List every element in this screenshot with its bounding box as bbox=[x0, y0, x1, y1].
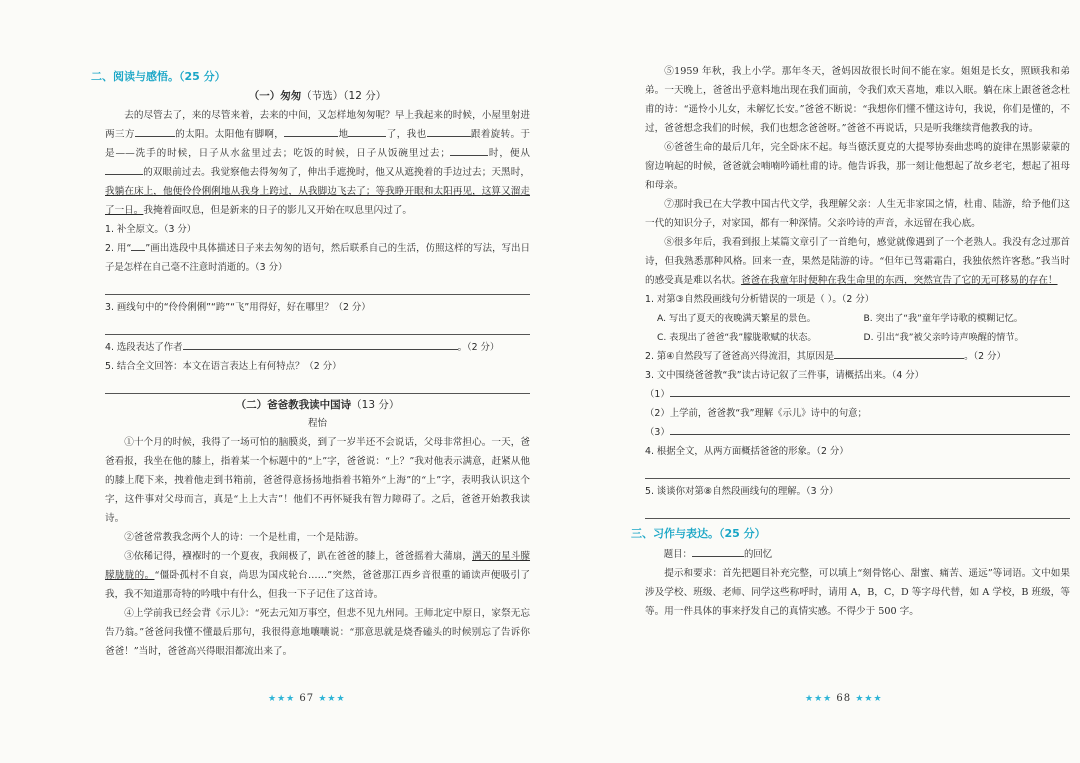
star-decoration-icon: ★★★ bbox=[805, 694, 833, 704]
underlined-sentence: 爸爸在我童年时便种在我生命里的东西，突然宣告了它的无可移易的存在！ bbox=[740, 275, 1058, 286]
question-2: 2. 第④自然段写了爸爸高兴得流泪，其原因是 。（2 分） bbox=[645, 347, 1070, 366]
section-3-heading: 三、习作与表达。（25 分） bbox=[631, 527, 766, 540]
answer-line-q5[interactable] bbox=[645, 501, 1070, 519]
question-5: 5. 谈谈你对第⑧自然段画线句的理解。（3 分） bbox=[645, 486, 839, 497]
topic-blank[interactable] bbox=[692, 545, 744, 557]
essay-topic: 题目： 的回忆 bbox=[645, 545, 1070, 564]
question-5: 5. 结合全文回答：本文在语言表达上有何特点？（2 分） bbox=[105, 361, 342, 372]
options-row-1 bbox=[645, 309, 1070, 328]
paragraph-2: ②爸爸常教我念两个人的诗：一个是杜甫，一个是陆游。 bbox=[124, 532, 365, 543]
section-2-heading: 二、阅读与感悟。（25 分） bbox=[91, 70, 226, 83]
options-row-2 bbox=[645, 328, 1070, 347]
fill-blank-7[interactable] bbox=[105, 163, 143, 175]
fill-blank-5[interactable] bbox=[449, 125, 471, 137]
paragraph-4: ④上学前我已经会背《示儿》：“死去元知万事空，但悲不见九州同。王师北定中原日，家祭无忘告乃翁。”爸爸问我懂不懂最后那句，我很得意地嚷嚷说：“那意思就是烧香磕头的时候别忘了告诉你爸爸！”当时，爸爸高兴得眼泪都流出来了。 bbox=[105, 608, 530, 657]
passage-2-title: （二）爸爸教我读中国诗（13 分） bbox=[235, 399, 400, 411]
paragraph-8: ⑧很多年后，我看到报上某篇文章引了一首绝句，感觉就像遇到了一个老熟人。我没有念过那首诗，但我熟悉那种风格。回来一查，果然是陆游的诗。“但年已驾霜霜白，我独依然许客愁。”我当时的感受真是难以名状。爸爸在我童年时便种在我生命里的东西，突然宣告了它的无可移易的存在！ bbox=[645, 237, 1070, 286]
fill-blank-6[interactable] bbox=[450, 144, 488, 156]
option-a[interactable]: A. 写出了夏天的夜晚满天繁星的景色。 bbox=[657, 313, 816, 324]
page-number-right: ★★★ 68 ★★★ bbox=[805, 693, 883, 704]
paragraph-1: ①十个月的时候，我得了一场可怕的脑膜炎，到了一岁半还不会说话，父母非常担心。一天，爸爸看报，我坐在他的膝上，指着某一个标题中的“上”字，爸爸说：“上？”我对他表示满意，赶紧从他的膝上爬下来，拽着他走到书箱前，爸爸得意扬扬地指着书箱外“上海”的“上”字，表明我认识这个字，这件事对父母而言，真是“上上大吉”！他们不再怀疑我有智力障碍了。之后，爸爸开始教我读诗。 bbox=[105, 437, 530, 524]
fill-blank-2[interactable] bbox=[284, 125, 338, 137]
fill-blank-4[interactable] bbox=[427, 125, 449, 137]
passage-1-title: （一）匆匆（节选）（12 分） bbox=[248, 90, 387, 102]
question-4: 4. 根据全文，从两方面概括爸爸的形象。（2 分） bbox=[645, 446, 849, 457]
star-decoration-icon: ★★★ bbox=[855, 694, 883, 704]
star-decoration-icon: ★★★ bbox=[268, 694, 296, 704]
essay-requirements: 提示和要求：首先把题目补充完整，可以填上“刻骨铭心、甜蜜、痛苦、遥远”等词语。文中如果涉及学校、班级、老师、同学这些称呼时，请用 A，B，C，D 等字母代替，如 A 学校，B 班级，等等。用一件具体的事来抒发自己的真情实感。不得少于 500 字。 bbox=[645, 568, 1070, 617]
star-decoration-icon: ★★★ bbox=[318, 694, 346, 704]
answer-blank-q2[interactable] bbox=[834, 347, 964, 359]
q3-item-2: （2）上学前，爸爸教“我”理解《示儿》诗中的句意； bbox=[645, 408, 867, 419]
page-number-left: ★★★ 67 ★★★ bbox=[268, 693, 346, 704]
answer-line-q4[interactable] bbox=[645, 461, 1070, 479]
paragraph-5: ⑤1959 年秋，我上小学。那年冬天，爸妈因故很长时间不能在家。姐姐是长女，照顾我和弟弟。一天晚上，爸爸出乎意料地出现在我们面前，令我们欢天喜地，难以入眠。躺在床上跟爸爸念杜甫的诗：“遥怜小儿女，未解忆长安。”爸爸不断说：“我想你们懂不懂这诗句，我说，你们是懂的，不过，爸爸想念我们的时候，我们也想念爸爸呀。”爸爸不再说话，只是听我继续背他教我的诗。 bbox=[645, 66, 1070, 134]
fill-blank-1[interactable] bbox=[135, 125, 175, 137]
option-b[interactable]: B. 突出了“我”童年学诗歌的模糊记忆。 bbox=[863, 313, 1023, 324]
option-d[interactable]: D. 引出“我”被父亲吟诗声唤醒的情节。 bbox=[863, 332, 1024, 343]
q3-item-3: （3） bbox=[645, 423, 1070, 442]
answer-blank-q4[interactable] bbox=[183, 338, 458, 350]
right-page bbox=[631, 62, 1070, 722]
left-page bbox=[91, 62, 531, 722]
passage-1-text: 去的尽管去了，来的尽管来着，去来的中间，又怎样地匆匆呢？早上我起来的时候，小屋里射进两三方 的太阳。太阳他有脚啊， 地 了，我也 跟着旋转。于是——洗手的时候，日子从水盆里过去；吃饭的时候，日子从饭碗里过去； 时，便从的双眼前过去。我觉察他去得匆匆了，伸出手遮挽时，他又从遮挽着的手边过去；天黑时，我躺在床上，他便伶伶俐俐地从我身上跨过，从我脚边飞去了；等我睁开眼和太阳再见，这算又溜走了一日。我掩着面叹息，但是新来的日子的影儿又开始在叹息里闪过了。 bbox=[105, 110, 531, 216]
underlined-sentence: 满天的星斗朦朦胧胧的。 bbox=[105, 551, 531, 581]
question-4: 4. 选段表达了作者 。（2 分） bbox=[105, 338, 530, 357]
question-1: 1. 补全原文。（3 分） bbox=[105, 224, 197, 235]
answer-line-q2[interactable] bbox=[105, 277, 530, 295]
question-1: 1. 对第③自然段画线句分析错误的一项是（ ）。（2 分） bbox=[645, 294, 875, 305]
q3-item-1: （1） bbox=[645, 385, 1070, 404]
question-3: 3. 画线句中的“伶伶俐俐”“跨”“飞”用得好，好在哪里？（2 分） bbox=[105, 302, 371, 313]
underlined-sentence: 我躺在床上，他便伶伶俐俐地从我身上跨过，从我脚边飞去了；等我睁开眼和太阳再见，这算又溜走了一日。 bbox=[105, 186, 530, 216]
option-c[interactable]: C. 表现出了爸爸“我”朦胧歌赋的状态。 bbox=[657, 332, 817, 343]
question-2: 2. 用“ ”画出选段中具体描述日子来去匆匆的语句，然后联系自己的生活，仿照这样的写法，写出日子是怎样在自己毫不注意时消逝的。（3 分） bbox=[105, 239, 530, 277]
paragraph-3: ③依稀记得，襁褓时的一个夏夜，我闹极了，趴在爸爸的膝上，爸爸摇着大蒲扇，满天的星斗朦朦胧胧的。“僵卧孤村不自哀，尚思为国戍轮台……”突然，爸爸那江西乡音很重的诵读声便吸引了我，我不知道那奇特的吟哦中有什么，但我一下子记住了这首诗。 bbox=[105, 551, 531, 600]
question-3: 3. 文中围绕爸爸教“我”读古诗记叙了三件事，请概括出来。（4 分） bbox=[645, 370, 925, 381]
author-name: 程怡 bbox=[307, 418, 327, 429]
answer-line-q5[interactable] bbox=[105, 376, 530, 394]
answer-blank-q3-1[interactable] bbox=[670, 385, 1070, 397]
fill-blank-3[interactable] bbox=[348, 125, 386, 137]
answer-line-q3[interactable] bbox=[105, 317, 530, 335]
paragraph-7: ⑦那时我已在大学教中国古代文学，我理解父亲：人生无非家国之情，杜甫、陆游，给予他们这一代的知识分子，对家国，都有一种深情。父亲吟诗的声音，永远留在我心底。 bbox=[645, 199, 1070, 229]
answer-blank-q3-3[interactable] bbox=[670, 423, 1070, 435]
paragraph-6: ⑥爸爸生命的最后几年，完全卧床不起。每当德沃夏克的大提琴协奏曲悲鸣的旋律在黑影蒙蒙的窗边响起的时候，爸爸就会喃喃吟诵杜甫的诗。他告诉我，那一刻让他想起了故乡老宅，想起了祖母和母亲。 bbox=[645, 142, 1070, 191]
